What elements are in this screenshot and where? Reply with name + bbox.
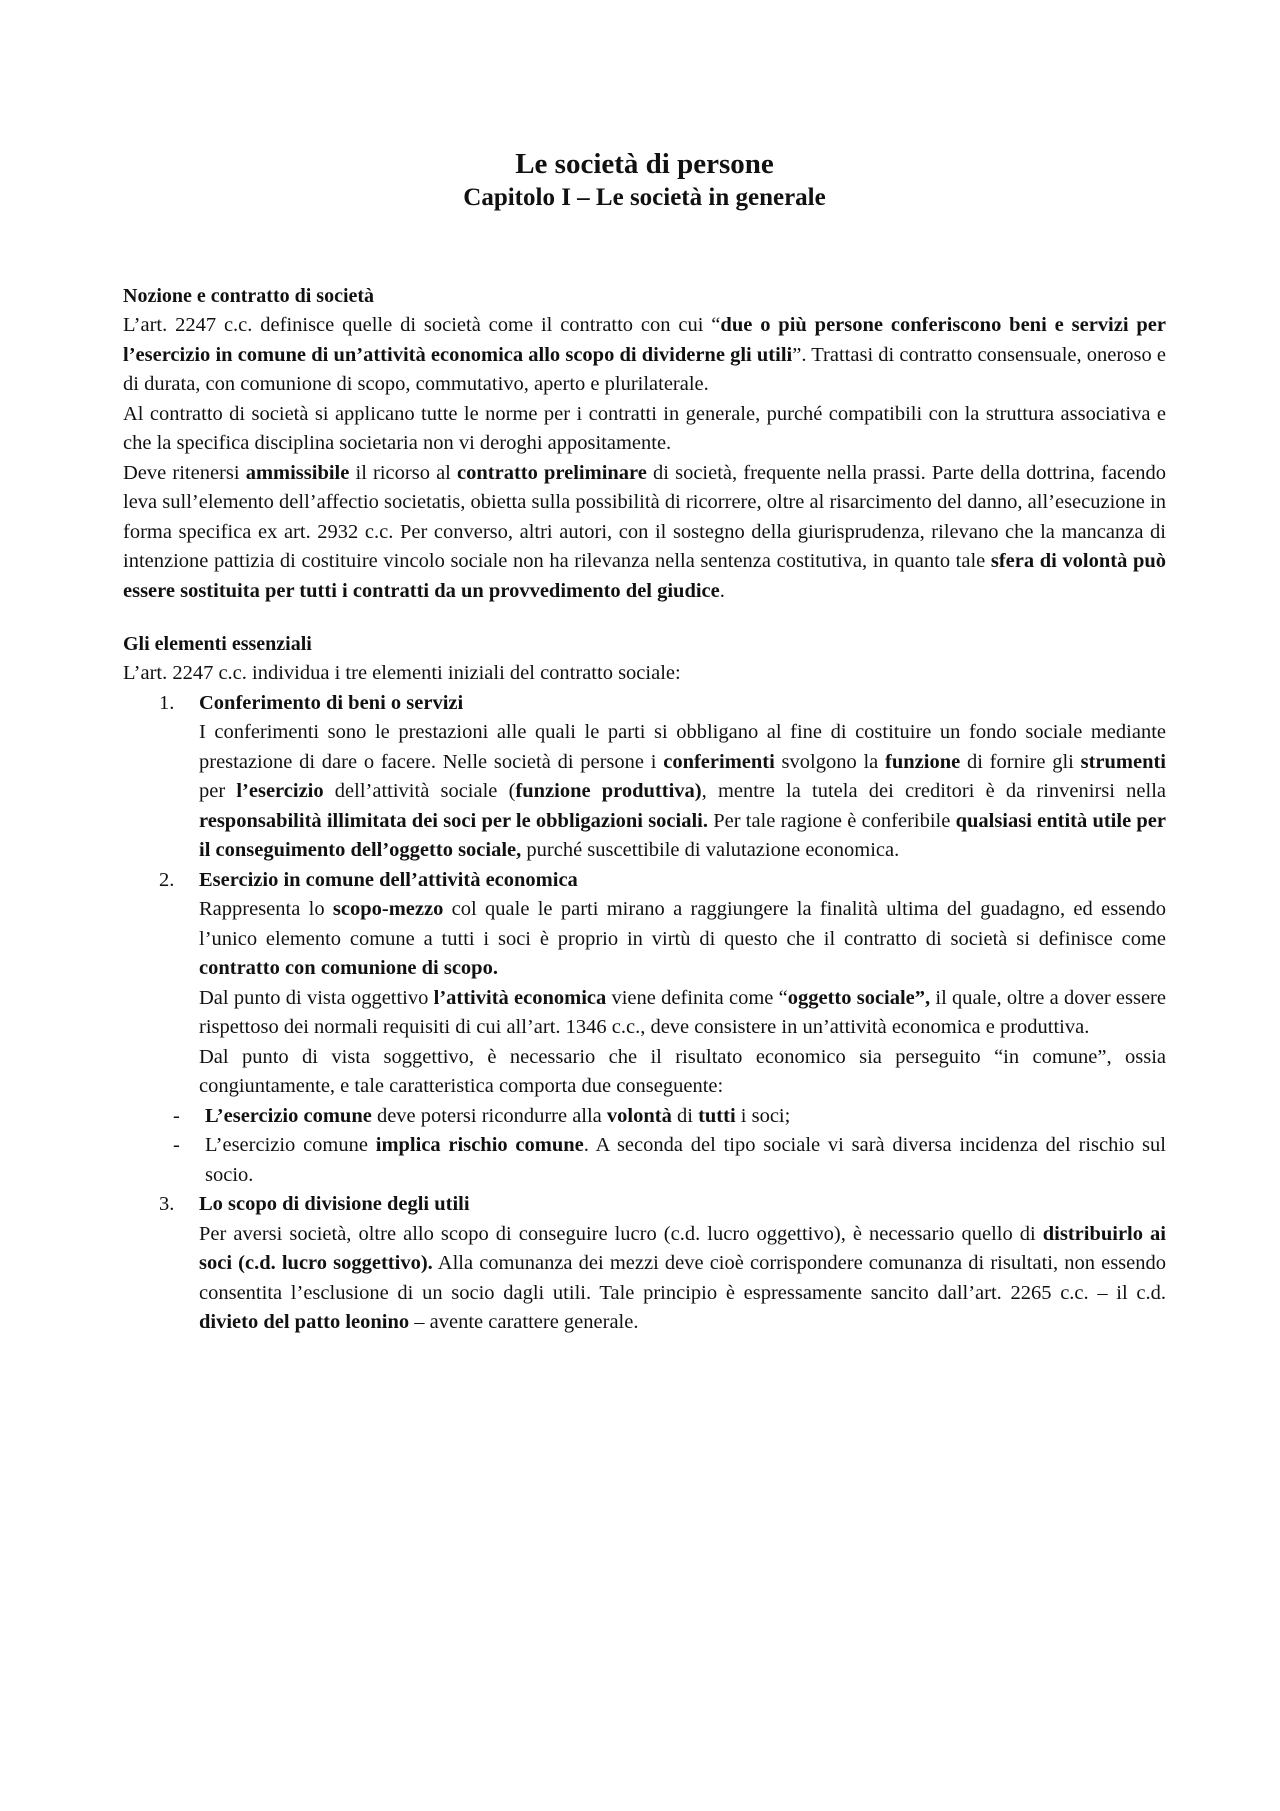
bold-text: implica rischio comune [375, 1134, 584, 1156]
list-item [123, 1190, 1166, 1338]
text-run: Dal punto di vista soggettivo, è necessario che il risultato economico sia perseguito “in comune”, ossia congiuntamente, e tale caratteristica comporta due conseguente: [199, 1045, 1166, 1097]
bold-text: scopo-mezzo [332, 898, 444, 920]
section-nozione [123, 282, 1166, 606]
text-run: di [671, 1104, 699, 1127]
text-run: L’art. 2247 c.c. definisce quelle di società come il contratto con cui “ [123, 314, 721, 336]
text-run: Deve ritenersi [123, 461, 246, 484]
bold-text: distribuirlo ai soci (c.d. lucro soggettivo). [199, 1222, 1167, 1274]
text-run: , mentre la tutela dei creditori è da rinvenirsi nella [701, 780, 1166, 802]
bold-text: contratto preliminare [457, 461, 647, 484]
text-run: Alla comunanza dei mezzi deve cioè corrispondere comunanza di risultati, non essendo consentita l’esclusione di un socio dagli utili. Tale principio è espressamente sancito dall’art. 2265 c.c. – il c.d. [199, 1252, 1166, 1304]
dash-item [123, 1131, 1166, 1190]
text-run: . [719, 579, 725, 602]
paragraph [199, 984, 1166, 1043]
text-run: il ricorso al [349, 461, 458, 484]
list-number: 1. [159, 691, 175, 714]
elements-list [123, 689, 1166, 1102]
dash-list [123, 1102, 1166, 1191]
bold-text: tutti [698, 1104, 736, 1127]
text-run: Rappresenta lo [199, 898, 333, 920]
section-heading: Gli elementi essenziali [123, 633, 312, 655]
text-run: Per tale ragione è conferibile [708, 809, 956, 832]
bold-text: due o più persone conferiscono beni e servizi per l’esercizio in comune di un’attività economica allo scopo di dividerne gli utili [123, 314, 1166, 366]
dash-item [123, 1102, 1166, 1132]
bold-text: contratto con comunione di scopo. [199, 957, 498, 979]
text-run: Al contratto di società si applicano tutte le norme per i contratti in generale, purché compatibili con la struttura associativa e che la specifica disciplina societaria non vi deroghi appositamente. [123, 402, 1166, 454]
paragraph [199, 1220, 1166, 1338]
bold-text: volontà [606, 1104, 672, 1127]
list-item-title: Esercizio in comune dell’attività economica [199, 868, 578, 891]
paragraph [199, 1043, 1166, 1102]
list-item [123, 866, 1166, 1102]
bold-text: L’esercizio comune [205, 1104, 372, 1127]
bold-text: strumenti [1080, 750, 1166, 773]
text-run: I conferimenti sono le prestazioni alle quali le parti si obbligano al fine di costituire un fondo sociale mediante prestazione di dare o facere. Nelle società di persone i [199, 721, 1166, 773]
list-item-title: Lo scopo di divisione degli utili [199, 1193, 470, 1215]
list-number: 2. [159, 868, 175, 891]
text-run: purché suscettibile di valutazione economica. [521, 839, 900, 861]
paragraph [123, 311, 1166, 400]
bold-text: divieto del patto leonino [199, 1311, 410, 1333]
paragraph [123, 400, 1166, 459]
text-run: svolgono la [774, 750, 886, 773]
bold-text: oggetto sociale”, [787, 986, 931, 1009]
document-page [123, 146, 1166, 1338]
text-run: Per aversi società, oltre allo scopo di conseguire lucro (c.d. lucro oggettivo), è necessario quello di [199, 1222, 1043, 1245]
bold-text: funzione produttiva) [515, 780, 702, 802]
text-run: ”. Trattasi di contratto consensuale, oneroso e di durata, con comunione di scopo, commutativo, aperto e plurilaterale. [123, 343, 1166, 395]
text-run: . A seconda del tipo sociale vi sarà diversa incidenza del rischio sul socio. [205, 1134, 1166, 1186]
list-item-title: Conferimento di beni o servizi [199, 691, 464, 714]
text-run: col quale le parti mirano a raggiungere la finalità ultima del guadagno, ed essendo l’unico elemento comune a tutti i soci è proprio in virtù di questo che il contratto di società si definisce come [199, 898, 1166, 950]
section-intro: L’art. 2247 c.c. individua i tre elementi iniziali del contratto sociale: [123, 662, 681, 684]
text-run: i soci; [735, 1104, 791, 1127]
text-run: Dal punto di vista oggettivo [199, 986, 434, 1009]
text-run: deve potersi ricondurre alla [371, 1104, 607, 1127]
text-run: di società, frequente nella prassi. Parte della dottrina, facendo leva sull’elemento dell’affectio societatis, obietta sulla possibilità di ricorrere, oltre al risarcimento del danno, all’esecuzione in forma specifica ex art. 2932 c.c. Per converso, altri autori, con il sostegno della giurisprudenza, rilevano che la mancanza di intenzione pattizia di costituire vincolo sociale non ha rilevanza nella sentenza costitutiva, in quanto tale [123, 461, 1166, 572]
elements-list-continued [123, 1190, 1166, 1338]
text-run: di fornire gli [960, 750, 1081, 773]
paragraph [205, 1102, 1166, 1132]
text-run: per [199, 780, 237, 802]
paragraph [199, 895, 1166, 984]
dash-marker: - [173, 1134, 180, 1156]
section-elementi [123, 630, 1166, 1338]
bold-text: l’attività economica [433, 986, 607, 1009]
text-run: – avente carattere generale. [409, 1311, 639, 1333]
section-heading: Nozione e contratto di società [123, 285, 375, 307]
bold-text: l’esercizio [236, 780, 324, 802]
paragraph [199, 718, 1166, 866]
bold-text: conferimenti [663, 750, 775, 773]
text-run: L’esercizio comune [205, 1134, 376, 1156]
dash-marker: - [173, 1104, 180, 1127]
list-number: 3. [159, 1193, 175, 1215]
bold-text: responsabilità illimitata dei soci per le obbligazioni sociali. [199, 809, 708, 832]
bold-text: ammissibile [245, 461, 350, 484]
paragraph [123, 459, 1166, 607]
paragraph [205, 1131, 1166, 1190]
bold-text: sfera di volontà può essere sostituita per tutti i contratti da un provvedimento del giudice [123, 550, 1167, 602]
list-item [123, 689, 1166, 866]
bold-text: qualsiasi entità utile per il conseguimento dell’oggetto sociale, [199, 809, 1166, 861]
text-run: il quale, oltre a dover essere rispettoso dei normali requisiti di cui all’art. 1346 c.c., deve consistere in un’attività economica e produttiva. [199, 986, 1166, 1038]
text-run: viene definita come “ [606, 986, 788, 1009]
text-run: dell’attività sociale ( [323, 780, 516, 802]
document-title: Le società di persone [515, 148, 774, 180]
bold-text: funzione [885, 750, 961, 773]
chapter-title: Capitolo I – Le società in generale [463, 184, 826, 211]
